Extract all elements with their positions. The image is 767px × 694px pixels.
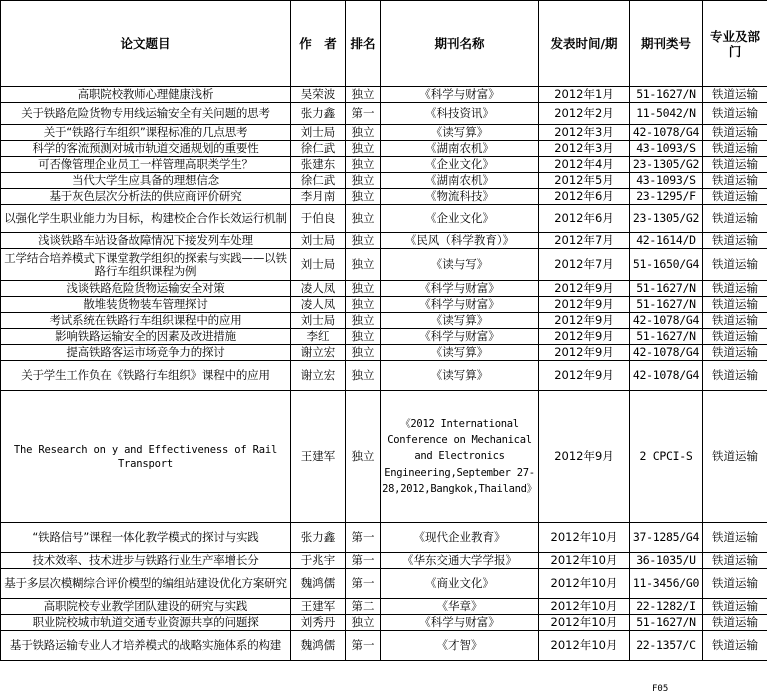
- cell-title: 可否像管理企业员工一样管理高职类学生？: [1, 157, 291, 173]
- cell-title: 技术效率、技术进步与铁路行业生产率增长分: [1, 553, 291, 569]
- cell-journal: 《科学与财富》: [381, 297, 539, 313]
- header-title: 论文题目: [1, 1, 291, 87]
- cell-code: 23-1305/G2: [630, 157, 703, 173]
- cell-dept: 铁道运输: [703, 345, 767, 361]
- cell-author: 凌人凤: [291, 297, 346, 313]
- cell-author: 刘士局: [291, 313, 346, 329]
- table-row: [1, 391, 767, 523]
- cell-title: 当代大学生应具备的理想信念: [1, 173, 291, 189]
- cell-title: 浅谈铁路危险货物运输安全对策: [1, 281, 291, 297]
- table-row: [1, 313, 767, 329]
- cell-dept: 铁道运输: [703, 297, 767, 313]
- cell-author: 刘士局: [291, 249, 346, 281]
- cell-code: 37-1285/G4: [630, 523, 703, 553]
- cell-dept: 铁道运输: [703, 361, 767, 391]
- cell-journal: 《科学与财富》: [381, 87, 539, 103]
- cell-code: 36-1035/U: [630, 553, 703, 569]
- cell-date: 2012年7月: [539, 249, 630, 281]
- cell-dept: 铁道运输: [703, 189, 767, 205]
- cell-rank: 独立: [346, 361, 381, 391]
- cell-dept: 铁道运输: [703, 615, 767, 631]
- table-row: [1, 361, 767, 391]
- cell-journal: 《华东交通大学学报》: [381, 553, 539, 569]
- cell-author: 张力鑫: [291, 103, 346, 125]
- cell-dept: 铁道运输: [703, 233, 767, 249]
- cell-dept: 铁道运输: [703, 391, 767, 523]
- cell-rank: 第一: [346, 103, 381, 125]
- cell-date: 2012年9月: [539, 345, 630, 361]
- cell-code: 22-1282/I: [630, 599, 703, 615]
- cell-rank: 独立: [346, 391, 381, 523]
- cell-journal: 《2012 International Conference on Mechanical and Electronics Engineering,September 27-28,2012,Bangkok,Thailand》: [381, 391, 539, 523]
- table-row: [1, 553, 767, 569]
- cell-journal: 《读与写》: [381, 249, 539, 281]
- cell-title: The Research on y and Effectiveness of Rail Transport: [1, 391, 291, 523]
- cell-rank: 独立: [346, 249, 381, 281]
- cell-journal: 《企业文化》: [381, 205, 539, 233]
- header-author: 作 者: [291, 1, 346, 87]
- table-row: [1, 599, 767, 615]
- cell-author: 谢立宏: [291, 345, 346, 361]
- cell-rank: 独立: [346, 157, 381, 173]
- cell-title: 以强化学生职业能力为目标，构建校企合作长效运行机制: [1, 205, 291, 233]
- cell-dept: 铁道运输: [703, 553, 767, 569]
- table-row: [1, 329, 767, 345]
- cell-title: 提高铁路客运市场竞争力的探讨: [1, 345, 291, 361]
- table-row: [1, 173, 767, 189]
- cell-title: 高职院校专业教学团队建设的研究与实践: [1, 599, 291, 615]
- cell-dept: 铁道运输: [703, 313, 767, 329]
- cell-title: 基于灰色层次分析法的供应商评价研究: [1, 189, 291, 205]
- cell-code: 51-1627/N: [630, 87, 703, 103]
- table-row: [1, 281, 767, 297]
- table-row: [1, 189, 767, 205]
- cell-dept: 铁道运输: [703, 329, 767, 345]
- cell-date: 2012年9月: [539, 281, 630, 297]
- cell-rank: 独立: [346, 189, 381, 205]
- cell-author: 刘秀丹: [291, 615, 346, 631]
- cell-dept: 铁道运输: [703, 157, 767, 173]
- cell-title: 浅谈铁路车站设备故障情况下接发列车处理: [1, 233, 291, 249]
- cell-title: 散堆装货物装车管理探讨: [1, 297, 291, 313]
- cut-off-row-fragment: F05: [652, 685, 668, 694]
- table-row: [1, 125, 767, 141]
- cell-title: 关于铁路危险货物专用线运输安全有关问题的思考: [1, 103, 291, 125]
- table-row: [1, 87, 767, 103]
- cell-date: 2012年10月: [539, 553, 630, 569]
- cell-dept: 铁道运输: [703, 599, 767, 615]
- table-row: [1, 103, 767, 125]
- cell-date: 2012年6月: [539, 189, 630, 205]
- header-journal: 期刊名称: [381, 1, 539, 87]
- cell-date: 2012年9月: [539, 297, 630, 313]
- table-row: [1, 157, 767, 173]
- cell-title: 关于学生工作负在《铁路行车组织》课程中的应用: [1, 361, 291, 391]
- cell-code: 42-1078/G4: [630, 345, 703, 361]
- table-row: [1, 205, 767, 233]
- cell-code: 2 CPCI-S: [630, 391, 703, 523]
- cell-code: 43-1093/S: [630, 173, 703, 189]
- cell-rank: 第二: [346, 599, 381, 615]
- header-row: [1, 1, 767, 87]
- cell-dept: 铁道运输: [703, 125, 767, 141]
- cell-code: 43-1093/S: [630, 141, 703, 157]
- cell-rank: 第一: [346, 523, 381, 553]
- cell-journal: 《华章》: [381, 599, 539, 615]
- cell-date: 2012年9月: [539, 329, 630, 345]
- cell-dept: 铁道运输: [703, 173, 767, 189]
- cell-author: 谢立宏: [291, 361, 346, 391]
- cell-dept: 铁道运输: [703, 103, 767, 125]
- cell-date: 2012年6月: [539, 205, 630, 233]
- cell-journal: 《读写算》: [381, 361, 539, 391]
- cell-author: 魏鸿儒: [291, 569, 346, 599]
- cell-journal: 《商业文化》: [381, 569, 539, 599]
- cell-date: 2012年9月: [539, 361, 630, 391]
- cell-journal: 《科学与财富》: [381, 329, 539, 345]
- cell-title: 考试系统在铁路行车组织课程中的应用: [1, 313, 291, 329]
- cell-author: 王建军: [291, 391, 346, 523]
- cell-journal: 《企业文化》: [381, 157, 539, 173]
- cell-code: 11-3456/G0: [630, 569, 703, 599]
- cell-author: 张力鑫: [291, 523, 346, 553]
- table-row: [1, 523, 767, 553]
- cell-journal: 《湖南农机》: [381, 173, 539, 189]
- cell-dept: 铁道运输: [703, 631, 767, 661]
- cell-author: 凌人凤: [291, 281, 346, 297]
- cell-rank: 独立: [346, 297, 381, 313]
- cell-code: 11-5042/N: [630, 103, 703, 125]
- cell-rank: 独立: [346, 233, 381, 249]
- cell-author: 刘士局: [291, 125, 346, 141]
- cell-author: 魏鸿儒: [291, 631, 346, 661]
- cell-journal: 《才智》: [381, 631, 539, 661]
- cell-code: 42-1078/G4: [630, 313, 703, 329]
- cell-date: 2012年1月: [539, 87, 630, 103]
- header-date: 发表时间/期: [539, 1, 630, 87]
- cell-date: 2012年9月: [539, 391, 630, 523]
- cell-rank: 独立: [346, 345, 381, 361]
- cell-code: 51-1627/N: [630, 281, 703, 297]
- cell-journal: 《现代企业教育》: [381, 523, 539, 553]
- cell-date: 2012年10月: [539, 523, 630, 553]
- cell-title: 基于多层次模糊综合评价模型的编组站建设优化方案研究: [1, 569, 291, 599]
- cell-journal: 《读写算》: [381, 125, 539, 141]
- cell-dept: 铁道运输: [703, 569, 767, 599]
- cell-rank: 第一: [346, 631, 381, 661]
- cell-journal: 《湖南农机》: [381, 141, 539, 157]
- cell-code: 23-1295/F: [630, 189, 703, 205]
- table-row: [1, 233, 767, 249]
- table-row: [1, 615, 767, 631]
- cell-rank: 独立: [346, 615, 381, 631]
- cell-journal: 《读写算》: [381, 345, 539, 361]
- cell-dept: 铁道运输: [703, 281, 767, 297]
- cell-rank: 独立: [346, 281, 381, 297]
- cell-rank: 第一: [346, 569, 381, 599]
- cell-date: 2012年5月: [539, 173, 630, 189]
- cell-rank: 独立: [346, 205, 381, 233]
- cell-rank: 独立: [346, 173, 381, 189]
- cell-rank: 独立: [346, 313, 381, 329]
- cell-code: 42-1078/G4: [630, 361, 703, 391]
- cell-rank: 独立: [346, 329, 381, 345]
- cell-code: 51-1627/N: [630, 615, 703, 631]
- cell-author: 李月南: [291, 189, 346, 205]
- cell-rank: 第一: [346, 553, 381, 569]
- header-code: 期刊类号: [630, 1, 703, 87]
- cell-code: 51-1627/N: [630, 297, 703, 313]
- cell-journal: 《科学与财富》: [381, 615, 539, 631]
- table-row: [1, 631, 767, 661]
- table-row: [1, 249, 767, 281]
- cell-author: 于兆宇: [291, 553, 346, 569]
- cell-author: 于伯良: [291, 205, 346, 233]
- cell-author: 王建军: [291, 599, 346, 615]
- cell-date: 2012年10月: [539, 615, 630, 631]
- cell-dept: 铁道运输: [703, 523, 767, 553]
- cell-title: 科学的客流预测对城市轨道交通规划的重要性: [1, 141, 291, 157]
- cell-code: 22-1357/C: [630, 631, 703, 661]
- cell-date: 2012年7月: [539, 233, 630, 249]
- cell-rank: 独立: [346, 87, 381, 103]
- cell-dept: 铁道运输: [703, 141, 767, 157]
- cell-author: 徐仁武: [291, 173, 346, 189]
- cell-date: 2012年9月: [539, 313, 630, 329]
- cell-code: 51-1650/G4: [630, 249, 703, 281]
- cell-date: 2012年10月: [539, 631, 630, 661]
- cell-journal: 《科学与财富》: [381, 281, 539, 297]
- cell-title: 工学结合培养模式下课堂教学组织的探索与实践——以铁路行车组织课程为例: [1, 249, 291, 281]
- cell-title: 基于铁路运输专业人才培养模式的战略实施体系的构建: [1, 631, 291, 661]
- cell-date: 2012年3月: [539, 125, 630, 141]
- cell-date: 2012年10月: [539, 569, 630, 599]
- cell-author: 张建东: [291, 157, 346, 173]
- cell-dept: 铁道运输: [703, 87, 767, 103]
- cell-date: 2012年4月: [539, 157, 630, 173]
- cell-author: 徐仁武: [291, 141, 346, 157]
- cell-dept: 铁道运输: [703, 249, 767, 281]
- cell-journal: 《民风（科学教育）》: [381, 233, 539, 249]
- cell-author: 吴荣波: [291, 87, 346, 103]
- cell-dept: 铁道运输: [703, 205, 767, 233]
- cell-journal: 《读写算》: [381, 313, 539, 329]
- cell-date: 2012年3月: [539, 141, 630, 157]
- table-row: [1, 569, 767, 599]
- cell-title: 关于“铁路行车组织”课程标准的几点思考: [1, 125, 291, 141]
- cell-code: 51-1627/N: [630, 329, 703, 345]
- cell-journal: 《科技资讯》: [381, 103, 539, 125]
- table-row: [1, 297, 767, 313]
- table-row: [1, 345, 767, 361]
- cell-rank: 独立: [346, 141, 381, 157]
- cell-title: 影响铁路运输安全的因素及改进措施: [1, 329, 291, 345]
- cell-date: 2012年10月: [539, 599, 630, 615]
- cell-author: 李红: [291, 329, 346, 345]
- cell-code: 42-1614/D: [630, 233, 703, 249]
- cell-rank: 独立: [346, 125, 381, 141]
- cell-code: 23-1305/G2: [630, 205, 703, 233]
- cell-code: 42-1078/G4: [630, 125, 703, 141]
- cell-title: “铁路信号”课程一体化教学模式的探讨与实践: [1, 523, 291, 553]
- header-dept: 专业及部门: [703, 1, 767, 87]
- cell-date: 2012年2月: [539, 103, 630, 125]
- cell-author: 刘士局: [291, 233, 346, 249]
- table-row: [1, 141, 767, 157]
- header-rank: 排名: [346, 1, 381, 87]
- cell-title: 职业院校城市轨道交通专业资源共享的问题探: [1, 615, 291, 631]
- cell-journal: 《物流科技》: [381, 189, 539, 205]
- cell-title: 高职院校教师心理健康浅析: [1, 87, 291, 103]
